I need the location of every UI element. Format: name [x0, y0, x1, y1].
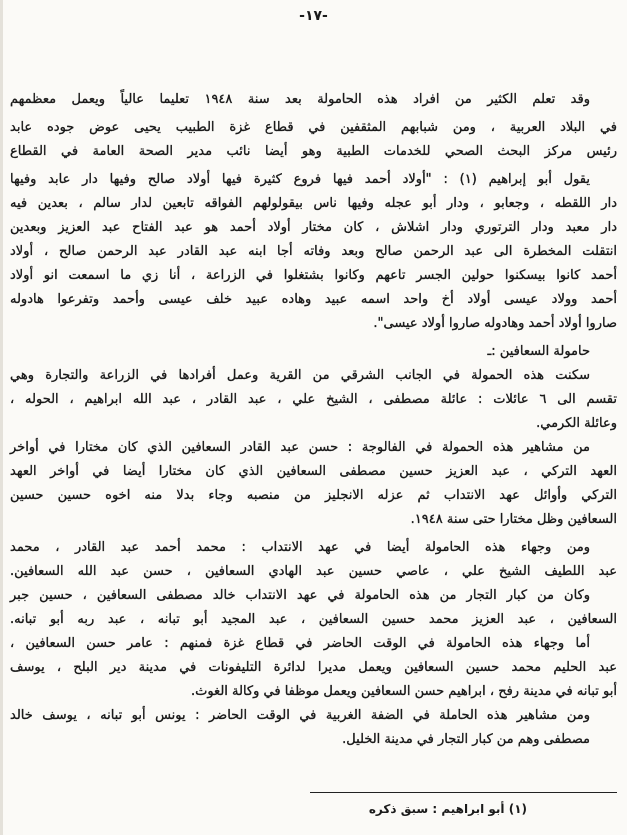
text-line: دار اللقطه ، وجعابو ، ودار أبو عجله وفيها ناس بيقولولهم الفواقه تابعين لدار سالم ، بعدين فيه — [10, 196, 617, 211]
footnote-divider — [310, 792, 617, 793]
body-text — [10, 88, 617, 752]
text-line: سكنت هذه الحمولة في الجانب الشرقي من القرية وعمل أفرادها في الزراعة والتجارة وهي — [10, 368, 590, 383]
text-line: صاروا أولاد أحمد وهادوله صاروا أولاد عيسى". — [373, 316, 617, 331]
text-line: من مشاهير هذه الحمولة في الفالوجة : حسن عبد القادر السعافين الذي كان مختارا في أواخر — [10, 440, 590, 455]
footnote: (١) أبو ابراهيم : سبق ذكره — [368, 802, 527, 816]
text-line: ومن وجهاء هذه الحامولة أيضا في عهد الانتداب : محمد أحمد عبد القادر ، محمد — [10, 540, 590, 555]
text-line: وقد تعلم الكثير من افراد هذه الحامولة بعد سنة ١٩٤٨ تعليما عالياً ويعمل معظمهم — [10, 92, 590, 107]
text-line: رئيس مركز البحث الصحي للخدمات الطبية وهو أيضا نائب مدير الصحة العامة في القطاع — [10, 144, 617, 159]
text-line: أحمد وولاد عيسى أولاد أخ واحد اسمه عبيد وهاده عبيد خلف عيسى وأحمد وتفرعوا هادوله — [10, 292, 617, 307]
text-line: العهد التركي ، عبد العزيز حسين مصطفى السعافين الذي كان مختارا أيضا في أواخر العهد — [10, 464, 617, 479]
text-line: يقول أبو إبراهيم (١) : "أولاد أحمد فيها فروع كثيرة فيها أولاد صالح وفيها دار عابد وفيها — [10, 172, 590, 187]
text-line: السعافين وظل مختارا حتى سنة ١٩٤٨. — [410, 512, 617, 527]
text-line: ومن مشاهير هذه الحاملة في الضفة الغربية في الوقت الحاضر : يونس أبو تبانه ، يوسف خالد — [10, 708, 590, 723]
text-line: في البلاد العربية ، ومن شبابهم المثقفين في قطاع غزة الطبيب يحيى عوض جوده عابد — [10, 120, 617, 135]
section-heading: حامولة السعافين :ـ — [487, 344, 590, 359]
text-line: عبد الحليم محمد حسين السعافين ويعمل مديرا لدائرة التليفونات في مدينة دير البلح ، يوسف — [10, 660, 617, 675]
page-number: -١٧- — [299, 8, 328, 24]
text-line: مصطفى وهم من كبار التجار في مدينة الخليل. — [342, 732, 590, 747]
text-line: تقسم الى ٦ عائلات : عائلة مصطفى ، الشيخ علي ، عبد القادر ، عبد الله ابراهيم ، الحوله ، — [10, 392, 617, 407]
text-line: أبو تبانه في مدينة رفح ، ابراهيم حسن السعافين ويعمل موظفا في وكالة الغوث. — [190, 684, 617, 699]
text-line: السعافين ، عبد العزيز محمد حسين السعافين ، عبد المجيد أبو تبانه ، عبد ربه أبو تبانه. — [10, 612, 617, 627]
text-line: دار معبد ودار الترتوري ودار اشلاش ، كان مختار أولاد أحمد هو عبد الفتاح عبد العزيز وبعدين — [10, 220, 617, 235]
scan-edge — [0, 0, 3, 835]
text-line: وعائلة الكرمي. — [536, 416, 617, 431]
text-line: انتقلت المخطرة الى عبد الرحمن صالح وبعد وفاته أجا ابنه عبد القادر عبد الرحمن صالح ، أولاد — [10, 244, 617, 259]
text-line: التركي وأوائل عهد الانتداب ثم عزله الانجليز من منصبه وجاء بدلا منه اخوه حسين حسين — [10, 488, 617, 503]
text-line: عبد اللطيف الشيخ علي ، عاصي حسين عبد الهادي السعافين ، حسن عبد الله السعافين. — [10, 564, 617, 579]
text-line: أما وجهاء هذه الحامولة في الوقت الحاضر في قطاع غزة فمنهم : عامر حسن السعافين ، — [10, 636, 590, 651]
text-line: أحمد كانوا بيسكنوا حولين الجسر تاعهم وكانوا بشتغلوا في الزراعة ، أنا زي ما اسمعت انو أولاد — [10, 268, 617, 283]
text-line: وكان من كبار التجار من هذه الحامولة في عهد الانتداب خالد مصطفى السعافين ، حسين جبر — [10, 588, 590, 603]
